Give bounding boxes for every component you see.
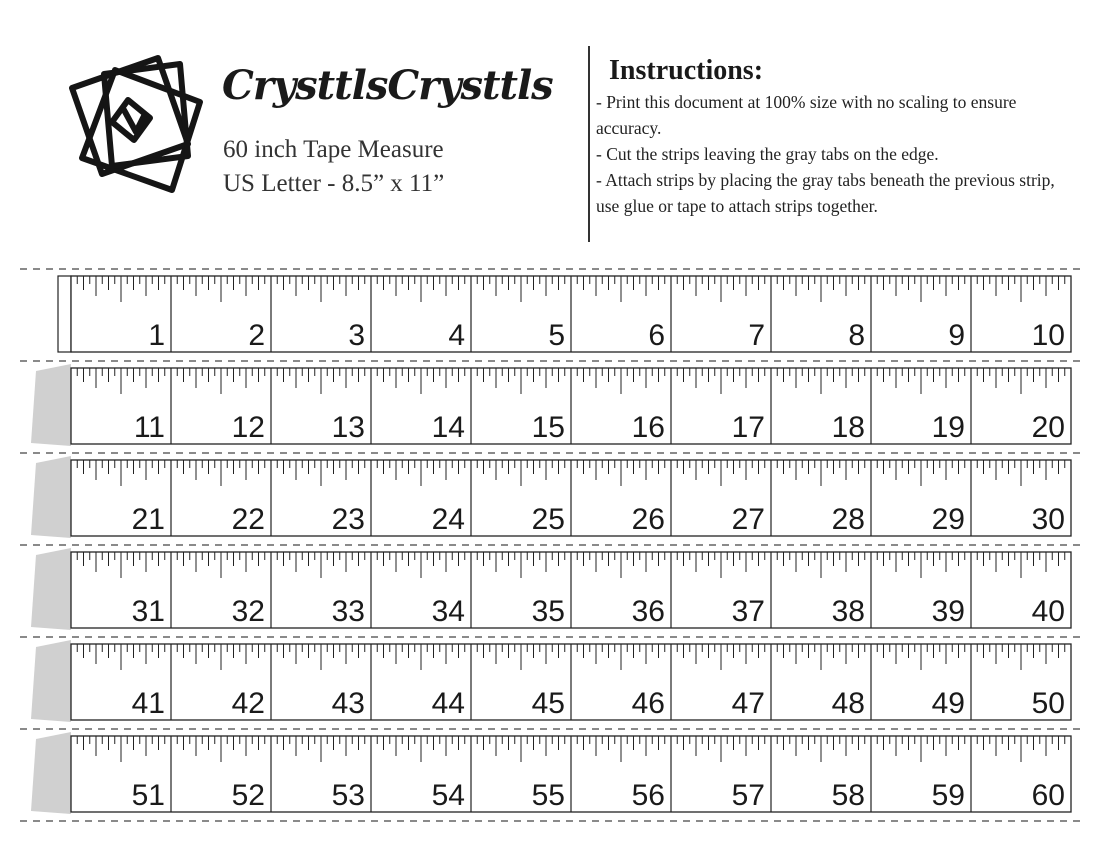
inch-label: 60 — [1031, 779, 1065, 812]
paper-size: US Letter - 8.5” x 11” — [223, 170, 445, 197]
inch-label: 41 — [131, 687, 165, 720]
inch-label: 5 — [548, 319, 565, 352]
inch-label: 28 — [831, 503, 865, 536]
inch-label: 12 — [231, 411, 265, 444]
tape-strip — [31, 364, 1071, 446]
inch-label: 50 — [1031, 687, 1065, 720]
inch-label: 26 — [631, 503, 665, 536]
inch-label: 51 — [131, 779, 165, 812]
instruction-item: - Attach strips by placing the gray tabs beneath the previous strip, use glue or tape to attach strips together. — [596, 170, 1055, 216]
tape-strip — [31, 548, 1071, 630]
inch-label: 1 — [148, 319, 165, 352]
inch-label: 42 — [231, 687, 265, 720]
brand-name: CrysttlsCrysttls — [222, 62, 553, 109]
inch-label: 4 — [448, 319, 465, 352]
inch-label: 30 — [1031, 503, 1065, 536]
inch-label: 6 — [648, 319, 665, 352]
inch-label: 59 — [931, 779, 965, 812]
inch-label: 43 — [331, 687, 365, 720]
inch-label: 37 — [731, 595, 765, 628]
inch-label: 19 — [931, 411, 965, 444]
inch-label: 15 — [531, 411, 565, 444]
inch-label: 39 — [931, 595, 965, 628]
glue-tab — [31, 456, 71, 538]
inch-label: 14 — [431, 411, 465, 444]
tape-strip — [58, 276, 1071, 352]
inch-label: 57 — [731, 779, 765, 812]
inch-label: 56 — [631, 779, 665, 812]
inch-label: 2 — [248, 319, 265, 352]
inch-label: 3 — [348, 319, 365, 352]
inch-label: 29 — [931, 503, 965, 536]
inch-label: 45 — [531, 687, 565, 720]
glue-tab — [31, 732, 71, 814]
inch-label: 46 — [631, 687, 665, 720]
inch-label: 33 — [331, 595, 365, 628]
inch-label: 27 — [731, 503, 765, 536]
inch-label: 35 — [531, 595, 565, 628]
inch-label: 34 — [431, 595, 465, 628]
instructions-heading: Instructions: — [609, 55, 764, 86]
inch-label: 54 — [431, 779, 465, 812]
strip-lead — [58, 276, 71, 352]
inch-label: 48 — [831, 687, 865, 720]
inch-label: 36 — [631, 595, 665, 628]
inch-label: 7 — [748, 319, 765, 352]
inch-label: 16 — [631, 411, 665, 444]
inch-label: 10 — [1031, 319, 1065, 352]
inch-label: 47 — [731, 687, 765, 720]
instruction-item: - Cut the strips leaving the gray tabs on the edge. — [596, 144, 939, 164]
product-title: 60 inch Tape Measure — [223, 136, 444, 163]
inch-label: 21 — [131, 503, 165, 536]
inch-label: 25 — [531, 503, 565, 536]
instruction-item: - Print this document at 100% size with no scaling to ensure accuracy. — [596, 92, 1017, 138]
inch-label: 49 — [931, 687, 965, 720]
inch-label: 55 — [531, 779, 565, 812]
inch-label: 44 — [431, 687, 465, 720]
glue-tab — [31, 548, 71, 630]
inch-label: 11 — [133, 411, 165, 444]
inch-label: 58 — [831, 779, 865, 812]
inch-label: 40 — [1031, 595, 1065, 628]
inch-label: 18 — [831, 411, 865, 444]
glue-tab — [31, 364, 71, 446]
inch-label: 13 — [331, 411, 365, 444]
inch-label: 53 — [331, 779, 365, 812]
inch-label: 8 — [848, 319, 865, 352]
tape-strip — [31, 640, 1071, 722]
inch-label: 31 — [131, 595, 165, 628]
inch-label: 20 — [1031, 411, 1065, 444]
tape-strip — [31, 732, 1071, 814]
inch-label: 32 — [231, 595, 265, 628]
inch-label: 24 — [431, 503, 465, 536]
inch-label: 52 — [231, 779, 265, 812]
inch-label: 17 — [731, 411, 765, 444]
inch-label: 23 — [331, 503, 365, 536]
inch-label: 38 — [831, 595, 865, 628]
inch-label: 22 — [231, 503, 265, 536]
tape-strip — [31, 456, 1071, 538]
glue-tab — [31, 640, 71, 722]
inch-label: 9 — [948, 319, 965, 352]
